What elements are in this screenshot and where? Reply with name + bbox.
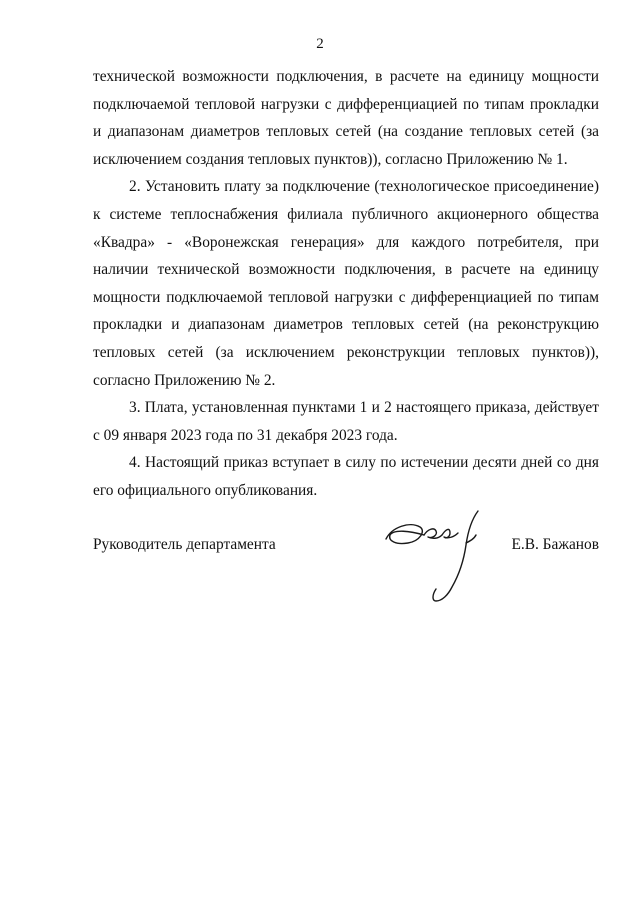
signatory-name: Е.В. Бажанов (511, 536, 599, 553)
paragraph-item-4: 4. Настоящий приказ вступает в силу по истечении десяти дней со дня его официального опубликования. (93, 454, 599, 499)
handwritten-signature (380, 505, 490, 605)
paragraph-continuation: технической возможности подключения, в расчете на единицу мощности подключаемой тепловой нагрузки с дифференциацией по типам прокладки и диапазонам диаметров тепловых сетей (на создание тепловых сетей (за исключением создания тепловых пунктов)), согласно Приложению № 1. (93, 68, 599, 168)
signature-block (93, 536, 599, 566)
signatory-title: Руководитель департамента (93, 536, 276, 553)
paragraph-item-3: 3. Плата, установленная пунктами 1 и 2 настоящего приказа, действует с 09 января 2023 года по 31 декабря 2023 года. (93, 399, 599, 444)
page-number: 2 (316, 36, 324, 52)
document-body (93, 63, 599, 505)
paragraph-item-2: 2. Установить плату за подключение (технологическое присоединение) к системе теплоснабжения филиала публичного акционерного общества «Квадра» - «Воронежская генерация» для каждого потребителя, при наличии технической возможности подключения, в расчете на единицу мощности подключаемой тепловой нагрузки с дифференциацией по типам прокладки и диапазонам диаметров тепловых сетей (на реконструкцию тепловых сетей (за исключением реконструкции тепловых пунктов)), согласно Приложению № 2. (93, 178, 599, 389)
